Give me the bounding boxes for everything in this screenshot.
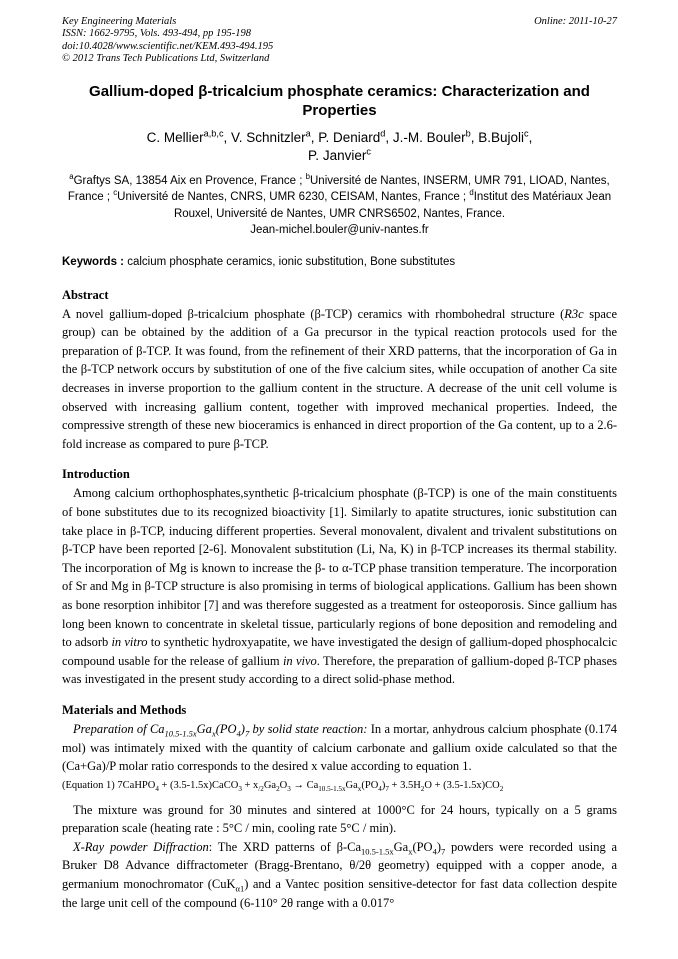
authors-line-1: C. Mellier$^{a,b,c}$, V. Schnitzler$^a$, P. Deniard$^d$, J.-M. Bouler$^b$, B.Bujoli$^c$, [146,128,533,145]
running-head [62,16,617,66]
equation-1: (Equation 1) 7CaHPO$_4$ + (3.5-1.5x)CaCO$_3$ + $x_{/2}Ga_2O_3 \to Ca_{10.5-1.5x}Ga_x(PO_4)_7 + 3.5H_2O + (3.5-1.5x)CO_2$ [62,779,504,793]
abstract-paragraph: A novel gallium-doped β-tricalcium phosphate (β-TCP) ceramics with rhombohedral structure (R3c space group) can be obtained by the addition of a Ga precursor in the typical reaction protocols used for the preparation of β-TCP. It was found, from the refinement of their XRD patterns, that the incorporation of Ga in the β-TCP network occurs by substitution of one of the five calcium sites, while occupation of another Ca site decreases in inverse proportion to the gallium content in the structure. A decrease of the unit cell volume is observed with increasing gallium content, together with improved mechanical properties. Indeed, the compressive strength of these new bioceramics is enhanced in direct proportion of the Ga content, up to a 2.6-fold increase as compared to pure β-TCP. [62,306,617,451]
doi-line: doi:10.4028/www.scientific.net/KEM.493-494.195 [62,40,274,52]
running-head-top-row [62,16,617,28]
copyright-line: © 2012 Trans Tech Publications Ltd, Switzerland [62,53,270,65]
contact-email: Jean-michel.bouler@univ-nantes.fr [250,224,429,237]
introduction-heading: Introduction [62,467,130,482]
materials-paragraph-preparation: Preparation of $Ca_{10.5-1.5x}Ga_x(PO_4)_7$ by solid state reaction: In a mortar, anhydrous calcium phosphate (0.174 mol) was intimately mixed with the quantity of calcium carbonate and gallium oxide calculated so that the (Ca+Ga)/P molar ratio corresponds to the desired x value according to equation 1. [62,721,617,774]
issn-line: ISSN: 1662-9795, Vols. 493-494, pp 195-198 [62,28,251,40]
journal-name: Key Engineering Materials [62,16,177,27]
affiliations: $^a$Graftys SA, 13854 Aix en Provence, France ; $^b$Université de Nantes, INSERM, UMR 791, LIOAD, Nantes, France ; $^c$Université de Nantes, CNRS, UMR 6230, CEISAM, Nantes, France ; $^d$Institut des Matériaux Jean Rouxel, Université de Nantes, UMR CNRS6502, Nantes, France. [67,171,612,220]
keywords-line: Keywords : calcium phosphate ceramics, ionic substitution, Bone substitutes [62,255,456,268]
paper-title: Gallium-doped β-tricalcium phosphate ceramics: Characterization and Properties [89,82,590,119]
author-list [62,129,617,165]
online-date: Online: 2011-10-27 [534,16,617,27]
materials-paragraph-xrd: X-Ray powder Diffraction: The XRD patterns of $\beta-Ca_{10.5-1.5x}Ga_x(PO_4)_7$ powders were recorded using a Bruker D8 Advance diffractometer (Bragg-Brentano, θ/2θ geometry) equipped with a copper anode, a germanium monochromator (CuK$_{\alpha 1}$) and a Vantec position sensitive-detector for fast data collection despite the large unit cell of the compound (6-110° 2θ range with a 0.017° [62,839,618,910]
introduction-paragraph: Among calcium orthophosphates,synthetic β-tricalcium phosphate (β-TCP) is one of the main constituents of bone substitutes due to its recognized bioactivity [1]. Similarly to apatite structures, ionic substitution can take place in β-TCP, inducing different properties. Several monovalent, divalent and trivalent substitutions on β-TCP have been reported [2-6]. Monovalent substitution (Li, Na, K) in β-TCP increases its thermal stability. The incorporation of Mg is known to increase the β- to α-TCP phase transition temperature. The incorporation of Sr and Mg in β-TCP structure is also promising in terms of biological applications. Gallium has been shown as bone resorption inhibitor [7] and was therefore suggested as a treatment for osteoporosis. Since gallium has long been known to concentrate in skeletal tissue, particularly regions of bone deposition and remodeling and to adsorb in vitro to synthetic hydroxyapatite, we have investigated the design of gallium-doped phosphocalcic compound usable for the release of gallium in vivo. Therefore, the preparation of gallium-doped β-TCP phases was investigated in the present study according to a direct solid-phase method. [62,486,617,687]
materials-methods-heading: Materials and Methods [62,702,187,717]
abstract-heading: Abstract [62,287,109,302]
authors-line-2: P. Janvier$^c$ [308,146,371,163]
materials-paragraph-sintering: The mixture was ground for 30 minutes and sintered at 1000°C for 24 hours, typically on a 5 grams preparation scale (heating rate : 5°C / min, cooling rate 5°C / min). [62,802,617,836]
